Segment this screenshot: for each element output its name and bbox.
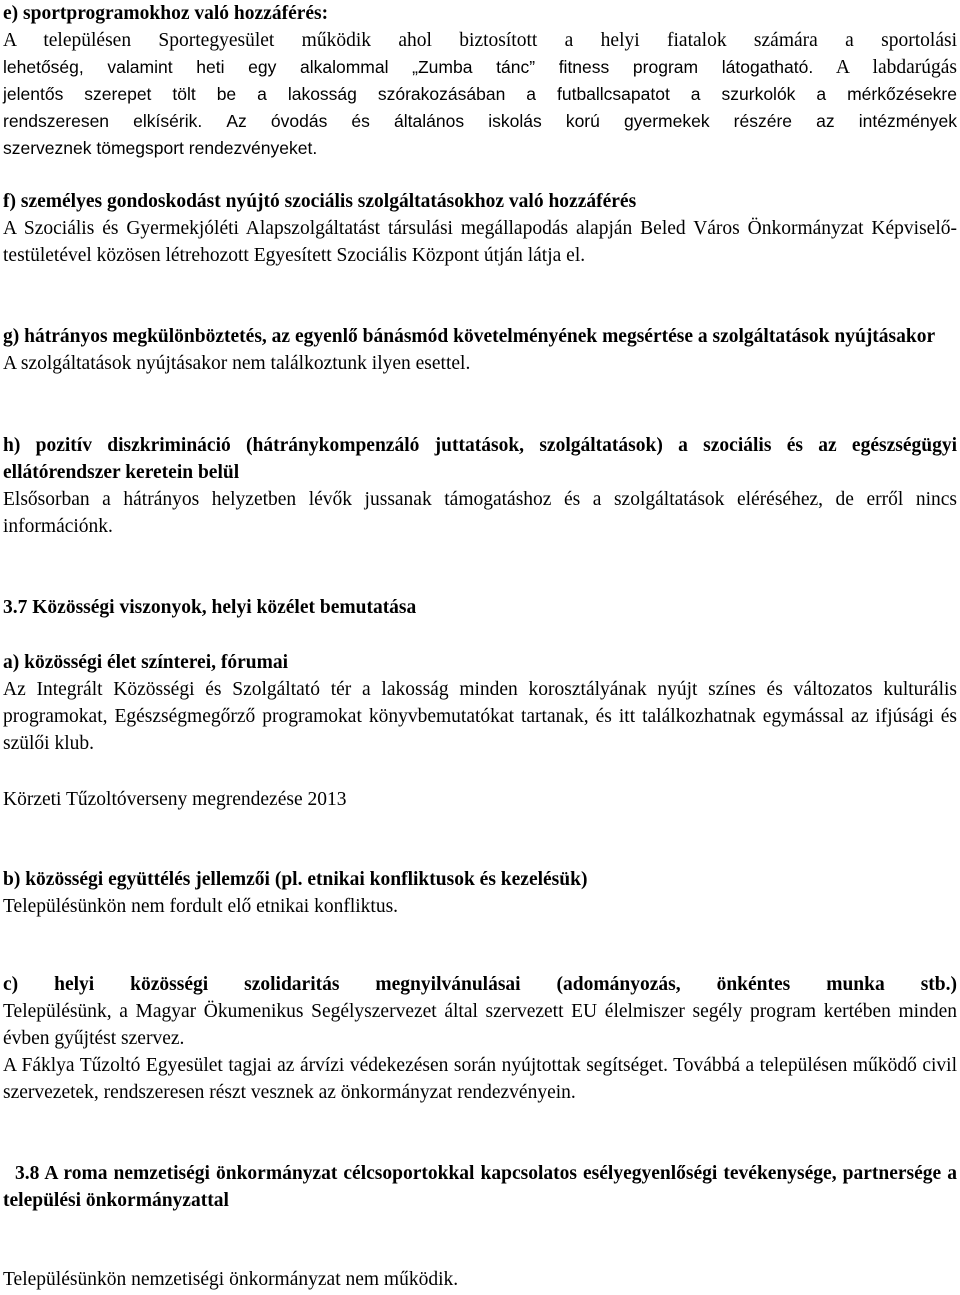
section-3-8 xyxy=(3,1160,957,1214)
section-e-line-4-a: rendszeresen elkísérik. xyxy=(3,111,203,131)
section-h-body: Elsősorban a hátrányos helyzetben lévők jussanak támogatáshoz és a szolgáltatások eléréséhez, de erről nincs információnk. xyxy=(3,489,957,537)
section-f-body: A Szociális és Gyermekjóléti Alapszolgáltatást társulási megállapodás alapján Beled Város Önkormányzat Képviselő-testületével közösen létrehozott Egyesített Szociális Központ útján látja el. xyxy=(3,218,957,266)
section-e-line-4 xyxy=(3,108,957,135)
section-g xyxy=(3,323,957,377)
section-3-8-body-block xyxy=(3,1266,957,1293)
section-3-7-heading: 3.7 Közösségi viszonyok, helyi közélet bemutatása xyxy=(3,597,417,618)
section-3-8-heading: 3.8 A roma nemzetiségi önkormányzat célcsoportokkal kapcsolatos esélyegyenlőségi tevékenysége, partnersége a települési önkormányzattal xyxy=(3,1163,957,1211)
section-b xyxy=(3,866,957,920)
section-g-body: A szolgáltatások nyújtásakor nem találkoztunk ilyen esettel. xyxy=(3,353,471,374)
section-b-body: Településünkön nem fordult elő etnikai konfliktus. xyxy=(3,896,399,917)
section-a-body: Az Integrált Közösségi és Szolgáltató tér a lakosság minden korosztályának nyújt színes és változatos kulturális programokat, Egészségmegőrző programokat könyvbemutatókat tartanak, és itt találkozhatnak egymással az ifjúsági és szülői klub. xyxy=(3,679,957,754)
section-g-heading: g) hátrányos megkülönböztetés, az egyenlő bánásmód követelményének megsértése a szolgáltatások nyújtásakor xyxy=(3,326,936,347)
section-3-7 xyxy=(3,594,957,621)
section-h xyxy=(3,432,957,540)
section-e-line-1: A településen Sportegyesület működik ahol biztosított a helyi fiatalok számára a sportolási xyxy=(3,30,957,51)
section-e-line-3: jelentős szerepet tölt be a lakosság szórakozásában a futballcsapatot a szurkolók a mérkőzésekre xyxy=(3,84,957,104)
section-h-heading: h) pozitív diszkrimináció (hátránykompenzáló juttatások, szolgáltatások) a szociális és az egészségügyi ellátórendszer keretein belül xyxy=(3,435,957,483)
section-c-body-2: A Fáklya Tűzoltó Egyesület tagjai az árvízi védekezésen során nyújtottak segítséget. Továbbá a településen működő civil szervezetek, rendszeresen részt vesznek az önkormányzat rendezvényein. xyxy=(3,1055,957,1103)
section-e-line-2-sans: lehetőség, valamint heti egy alkalommal „Zumba tánc” fitness program látogatható. xyxy=(3,57,814,77)
section-f-heading: f) személyes gondoskodást nyújtó szociális szolgáltatásokhoz való hozzáférés xyxy=(3,191,637,212)
section-e-line-2 xyxy=(3,54,957,81)
section-e-heading: e) sportprogramokhoz való hozzáférés: xyxy=(3,3,329,24)
section-c-body-1: Településünk, a Magyar Ökumenikus Segélyszervezet által szervezett EU élelmiszer segély program kertében minden évben gyűjtést szervez. xyxy=(3,1001,957,1049)
section-e xyxy=(3,0,957,162)
section-e-line-4-b: Az óvodás és általános iskolás korú gyermekek részére az intézmények xyxy=(226,111,958,131)
section-a-heading: a) közösségi élet színterei, fórumai xyxy=(3,652,289,673)
section-f xyxy=(3,188,957,269)
section-c-heading: c) helyi közösségi szolidaritás megnyilvánulásai (adományozás, önkéntes munka stb.) xyxy=(3,974,957,995)
section-b-heading: b) közösségi együttélés jellemzői (pl. etnikai konfliktusok és kezelésük) xyxy=(3,869,588,890)
section-a xyxy=(3,649,957,757)
section-3-8-body: Településünkön nemzetiségi önkormányzat nem működik. xyxy=(3,1269,459,1290)
section-c xyxy=(3,971,957,1106)
section-e-line-2-serif: A labdarúgás xyxy=(835,57,957,78)
section-a-extra-block xyxy=(3,786,957,813)
section-a-extra: Körzeti Tűzoltóverseny megrendezése 2013 xyxy=(3,789,347,810)
section-e-line-5: szerveznek tömegsport rendezvényeket. xyxy=(3,138,318,158)
